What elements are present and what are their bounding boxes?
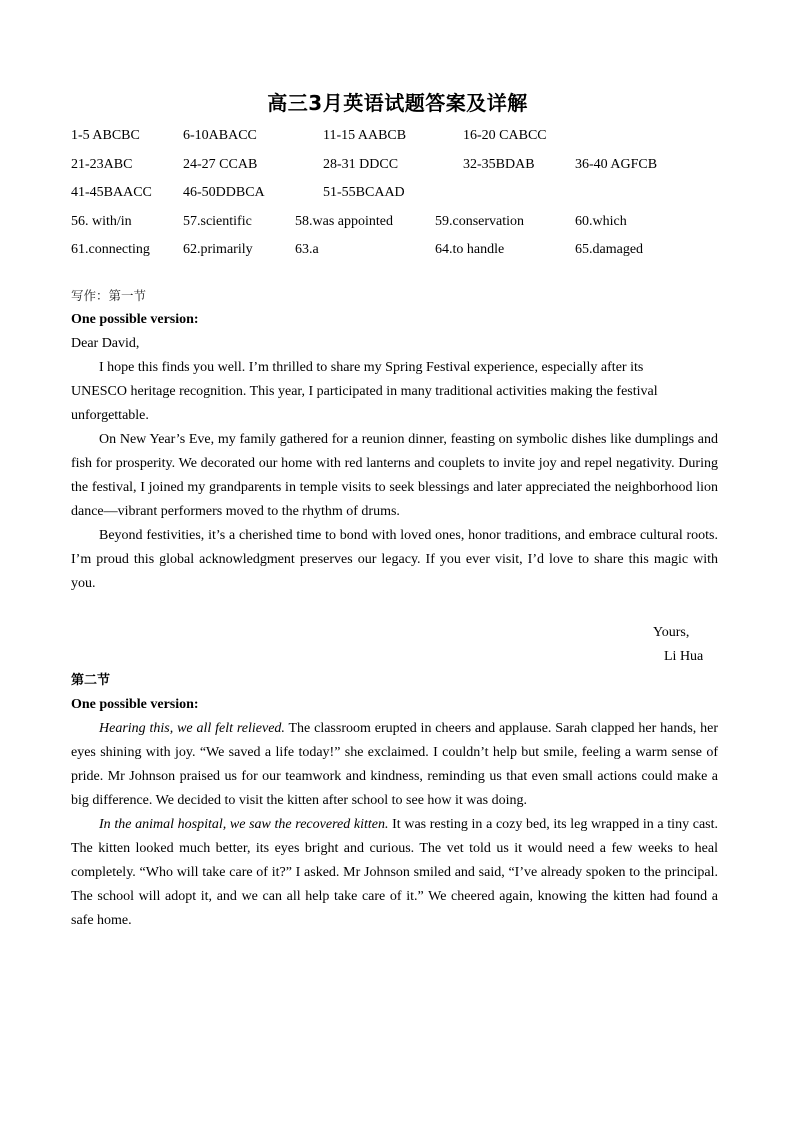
paragraph-body: It was resting in a cozy bed, its leg wrapped in a tiny cast. The kitten looked much better, its eyes bright and curious. The vet told us it would need a few weeks to heal completely. “Who will take care of it?” I asked. Mr Johnson smiled and said, “I’ve already spoken to the principal. The school will adopt it, and we can all help take care of it.” We cheered again, knowing the kitten had found a safe home. <box>71 817 718 928</box>
answer-item: 59.conservation <box>435 213 525 229</box>
section-heading: 第二节 <box>71 673 111 688</box>
writing-section-2 <box>71 669 718 933</box>
answer-row <box>71 153 731 182</box>
answer-item: 6-10ABACC <box>183 128 257 143</box>
version-label: One possible version: <box>71 697 199 712</box>
answer-row <box>71 238 731 267</box>
answer-item: 21-23ABC <box>71 156 133 172</box>
answer-item: 62.primarily <box>183 242 253 257</box>
answer-item: 11-15 AABCB <box>323 128 407 143</box>
answer-item: 63.a <box>295 242 319 257</box>
answer-item: 24-27 CCAB <box>183 156 258 172</box>
answer-item: 56. with/in <box>71 213 132 229</box>
answer-item: 60.which <box>575 213 627 229</box>
answer-item: 64.to handle <box>435 242 505 257</box>
document-title: 高三3月英语试题答案及详解 <box>267 91 528 115</box>
answer-row <box>71 124 731 153</box>
version-label: One possible version: <box>71 312 199 327</box>
answer-item: 1-5 ABCBC <box>71 128 140 143</box>
letter-paragraph: Beyond festivities, it’s a cherished time to bond with loved ones, honor traditions, and embrace cultural roots. I’m proud this global acknowledgment preserves our legacy. If you ever visit, I’d love to share this magic with you. <box>71 528 718 591</box>
letter-salutation: Dear David, <box>71 336 140 351</box>
answer-key <box>71 124 731 267</box>
answer-item: 41-45BAACC <box>71 185 152 200</box>
letter-paragraph: On New Year’s Eve, my family gathered for a reunion dinner, feasting on symbolic dishes like dumplings and fish for prosperity. We decorated our home with red lanterns and couplets to invite joy and repel negativity. During the festival, I joined my grandparents in temple visits to seek blessings and later appreciated the neighborhood lion dance—vibrant performers moved to the rhythm of drums. <box>71 432 718 519</box>
paragraph-lead-sentence: Hearing this, we all felt relieved. <box>99 721 285 736</box>
story-paragraph <box>71 813 718 933</box>
letter-paragraph: I hope this finds you well. I’m thrilled to share my Spring Festival experience, especially after its UNESCO heritage recognition. This year, I participated in many traditional activities making the festival unforgettable. <box>71 360 658 423</box>
answer-item: 61.connecting <box>71 242 150 257</box>
answer-item: 51-55BCAAD <box>323 185 405 200</box>
answer-item: 57.scientific <box>183 213 252 229</box>
answer-row <box>71 210 731 239</box>
paragraph-body: The classroom erupted in cheers and applause. Sarah clapped her hands, her eyes shining with joy. “We saved a life today!” she exclaimed. I couldn’t help but smile, feeling a warm sense of pride. Mr Johnson praised us for our teamwork and kindness, reminding us that even small actions could make a big difference. We decided to visit the kitten after school to see how it was doing. <box>71 721 718 808</box>
answer-item: 32-35BDAB <box>463 156 535 172</box>
paragraph-lead-sentence: In the animal hospital, we saw the recovered kitten. <box>99 817 389 832</box>
answer-item: 65.damaged <box>575 242 644 257</box>
section-heading: 写作：第一节 <box>71 288 147 303</box>
answer-item: 58.was appointed <box>295 213 393 229</box>
answer-item: 16-20 CABCC <box>463 128 547 143</box>
answer-item: 28-31 DDCC <box>323 156 399 172</box>
letter-signature: Li Hua <box>664 649 704 664</box>
answer-item: 36-40 AGFCB <box>575 156 658 172</box>
answer-item: 46-50DDBCA <box>183 185 265 200</box>
answer-row <box>71 181 731 210</box>
writing-section-1 <box>71 284 718 596</box>
letter-closing: Yours, <box>653 625 690 640</box>
story-paragraph <box>71 717 718 813</box>
